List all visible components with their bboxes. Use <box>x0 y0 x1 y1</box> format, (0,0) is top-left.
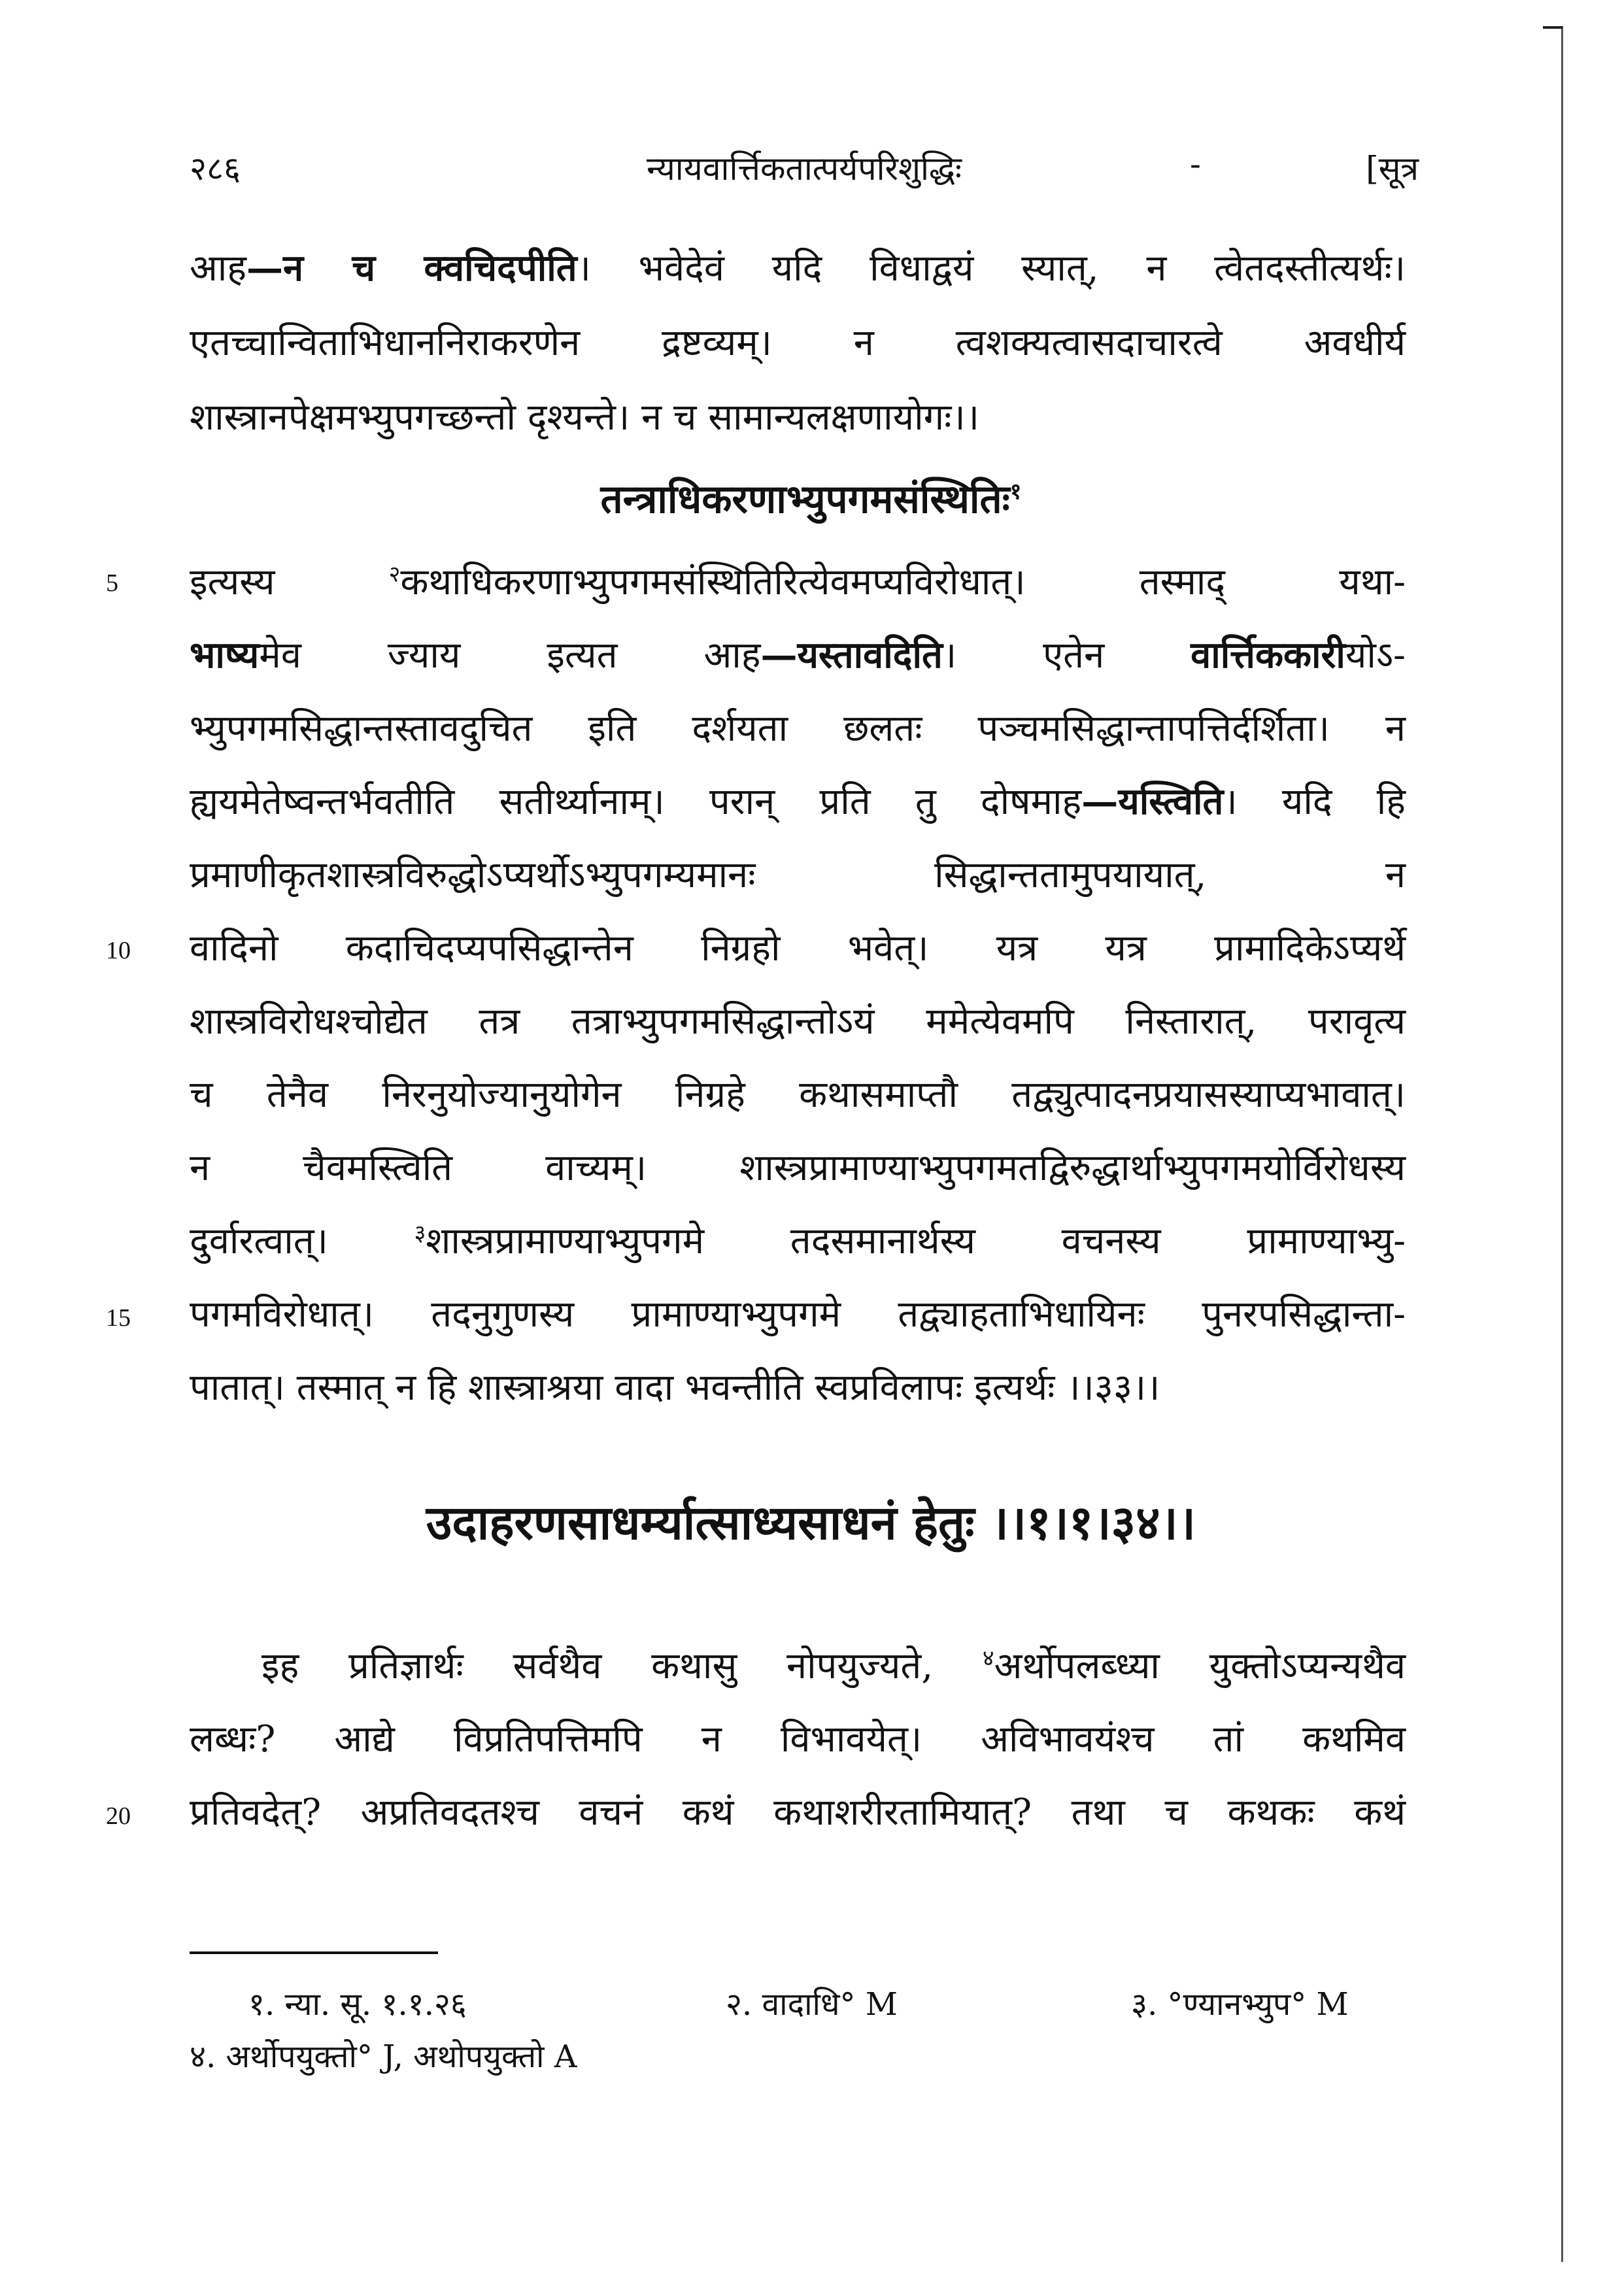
page-number: २८६ <box>190 150 241 188</box>
footnote-rule <box>190 1951 438 1954</box>
text-line: भाष्यमेव ज्याय इत्यत आह—यस्तावदिति। एतेन वार्त्तिककारीयोऽ- <box>190 633 1406 677</box>
text-line: शास्त्रविरोधश्चोद्येत तत्र तत्राभ्युपगमसिद्धान्तोऽयं ममेत्येवमपि निस्तारात्, परावृत्य <box>190 1000 1406 1043</box>
text-line: इत्यस्य $^२$कथाधिकरणाभ्युपगमसंस्थितिरित्येवमप्यविरोधात्। तस्माद् यथा- <box>190 561 1406 603</box>
section-label: [सूत्र <box>1366 150 1419 188</box>
text-line: प्रतिवदेत्? अप्रतिवदतश्च वचनं कथं कथाशरीरतामियात्? तथा च कथकः कथं <box>190 1791 1406 1834</box>
text-line: वादिनो कदाचिदप्यपसिद्धान्तेन निग्रहो भवेत्। यत्र यत्र प्रामादिकेऽप्यर्थे <box>190 927 1406 970</box>
line-number: 15 <box>106 1304 131 1332</box>
page-edge-line <box>1561 26 1563 2262</box>
text-line: लब्धः? आद्ये विप्रतिपत्तिमपि न विभावयेत्। अविभावयंश्च तां कथमिव <box>190 1718 1406 1761</box>
text-line: शास्त्रानपेक्षमभ्युपगच्छन्तो दृश्यन्ते। न च सामान्यलक्षणायोगः।। <box>190 396 979 439</box>
text-line: प्रमाणीकृतशास्त्रविरुद्धोऽप्यर्थोऽभ्युपगम्यमानः सिद्धान्ततामुपयायात्, न <box>190 854 1406 896</box>
running-title: न्यायवार्त्तिकतात्पर्यपरिशुद्धिः <box>647 150 962 188</box>
line-number: 5 <box>106 569 118 597</box>
section-heading: तन्त्राधिकरणाभ्युपगमसंस्थितिः$^१$ <box>600 477 1022 522</box>
text-line: ह्ययमेतेष्वन्तर्भवतीति सतीर्थ्यानाम्। परान् प्रति तु दोषमाह—यस्त्विति। यदि हि <box>190 780 1406 823</box>
header-dash: - <box>1190 145 1201 183</box>
text-line: भ्युपगमसिद्धान्तस्तावदुचित इति दर्शयता छलतः पञ्चमसिद्धान्तापत्तिर्दर्शिता। न <box>190 707 1406 750</box>
line-number: 10 <box>106 937 131 964</box>
text-line: एतच्चान्विताभिधाननिराकरणेन द्रष्टव्यम्। न त्वशक्यत्वासदाचारत्वे अवधीर्य <box>190 322 1406 364</box>
text-line: दुर्वारत्वात्। $^३$शास्त्रप्रामाण्याभ्युपगमे तदसमानार्थस्य वचनस्य प्रामाण्याभ्यु- <box>190 1220 1406 1262</box>
running-header <box>190 145 1419 204</box>
text-line: पातात्। तस्मात् न हि शास्त्राश्रया वादा भवन्तीति स्वप्रविलापः इत्यर्थः ।।३३।। <box>190 1366 1160 1409</box>
page-edge-tick <box>1543 26 1563 29</box>
sutra-heading: उदाहरणसाधर्म्यात्साध्यसाधनं हेतुः ।।१।१।३४।। <box>426 1494 1196 1550</box>
text-line: इह प्रतिज्ञार्थः सर्वथैव कथासु नोपयुज्यते, $^४$अर्थोपलब्ध्या युक्तोऽप्यन्यथैव <box>262 1645 1406 1687</box>
line-number: 20 <box>106 1802 131 1830</box>
footnote: ४. अर्थोपयुक्तो° J, अथोपयुक्तो A <box>190 2038 577 2075</box>
text-line: आह—न च क्वचिदपीति। भवेदेवं यदि विधाद्वयं स्यात्, न त्वेतदस्तीत्यर्थः। <box>190 246 1406 290</box>
text-line: न चैवमस्त्विति वाच्यम्। शास्त्रप्रामाण्याभ्युपगमतद्विरुद्धार्थाभ्युपगमयोर्विरोधस्य <box>190 1147 1406 1189</box>
footnote: १. न्या. सू. १.१.२६ <box>248 1986 467 2023</box>
footnote: ३. °ण्यानभ्युप° M <box>1131 1986 1349 2023</box>
footnote: २. वादाधि° M <box>726 1986 898 2023</box>
text-line: पगमविरोधात्। तदनुगुणस्य प्रामाण्याभ्युपगमे तद्व्याहताभिधायिनः पुनरपसिद्धान्ता- <box>190 1293 1406 1336</box>
text-line: च तेनैव निरनुयोज्यानुयोगेन निग्रहे कथासमाप्तौ तद्व्युत्पादनप्रयासस्याप्यभावात्। <box>190 1073 1406 1116</box>
